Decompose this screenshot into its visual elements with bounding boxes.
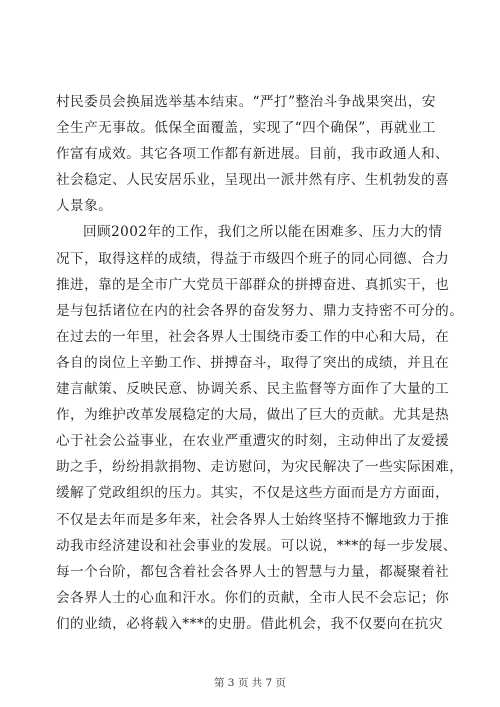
text-line: 在过去的一年里，社会各界人士围绕市委工作的中心和大局，在 — [56, 328, 450, 345]
text-line: 社会稳定、人民安居乐业，呈现出一派井然有序、生机勃发的喜 — [56, 172, 450, 189]
text-line: 心于社会公益事业，在农业严重遭灾的时刻，主动伸出了友爱援 — [56, 433, 450, 450]
text-line: 是与包括诸位在内的社会各界的奋发努力、鼎力支持密不可分的。 — [56, 302, 464, 319]
text-line: 们的业绩，必将载入***的史册。借此机会，我不仅要向在抗灾 — [56, 615, 443, 632]
document-body — [56, 89, 464, 637]
text-line: 全生产无事故。低保全面覆盖，实现了“四个确保”，再就业工 — [56, 120, 436, 137]
text-line: 会各界人士的心血和汗水。你们的贡献，全市人民不会忘记；你 — [56, 589, 450, 606]
text-line: 建言献策、反映民意、协调关系、民主监督等方面作了大量的工 — [56, 381, 450, 398]
text-line: 人景象。 — [56, 198, 113, 215]
text-line: 缓解了党政组织的压力。其实，不仅是这些方面而是方方面面， — [56, 485, 450, 502]
text-line: 村民委员会换届选举基本结束。“严打”整治斗争战果突出，安 — [56, 94, 436, 110]
page-number-footer: 第 3 页 共 7 页 — [213, 677, 287, 689]
text-line: 助之手，纷纷捐款捐物、走访慰问，为灾民解决了一些实际困难， — [56, 459, 464, 476]
text-line: 不仅是去年而是多年来，社会各界人士始终坚持不懈地致力于推 — [56, 511, 450, 528]
text-line: 动我市经济建设和社会事业的发展。可以说，***的每一步发展、 — [56, 537, 457, 554]
text-line: 每一个台阶，都包含着社会各界人士的智慧与力量，都凝聚着社 — [56, 563, 450, 580]
text-line: 推进，靠的是全市广大党员干部群众的拼搏奋进、真抓实干，也 — [56, 276, 450, 293]
text-line: 作，为维护改革发展稳定的大局，做出了巨大的贡献。尤其是热 — [56, 407, 450, 424]
text-line: 况下，取得这样的成绩，得益于市级四个班子的同心同德、合力 — [56, 250, 450, 267]
text-line: 各自的岗位上辛勤工作、拼搏奋斗，取得了突出的成绩，并且在 — [56, 354, 450, 371]
paragraph-start-line: 回顾2002年的工作，我们之所以能在困难多、压力大的情 — [83, 224, 443, 241]
text-line: 作富有成效。其它各项工作都有新进展。目前，我市政通人和、 — [56, 146, 450, 163]
